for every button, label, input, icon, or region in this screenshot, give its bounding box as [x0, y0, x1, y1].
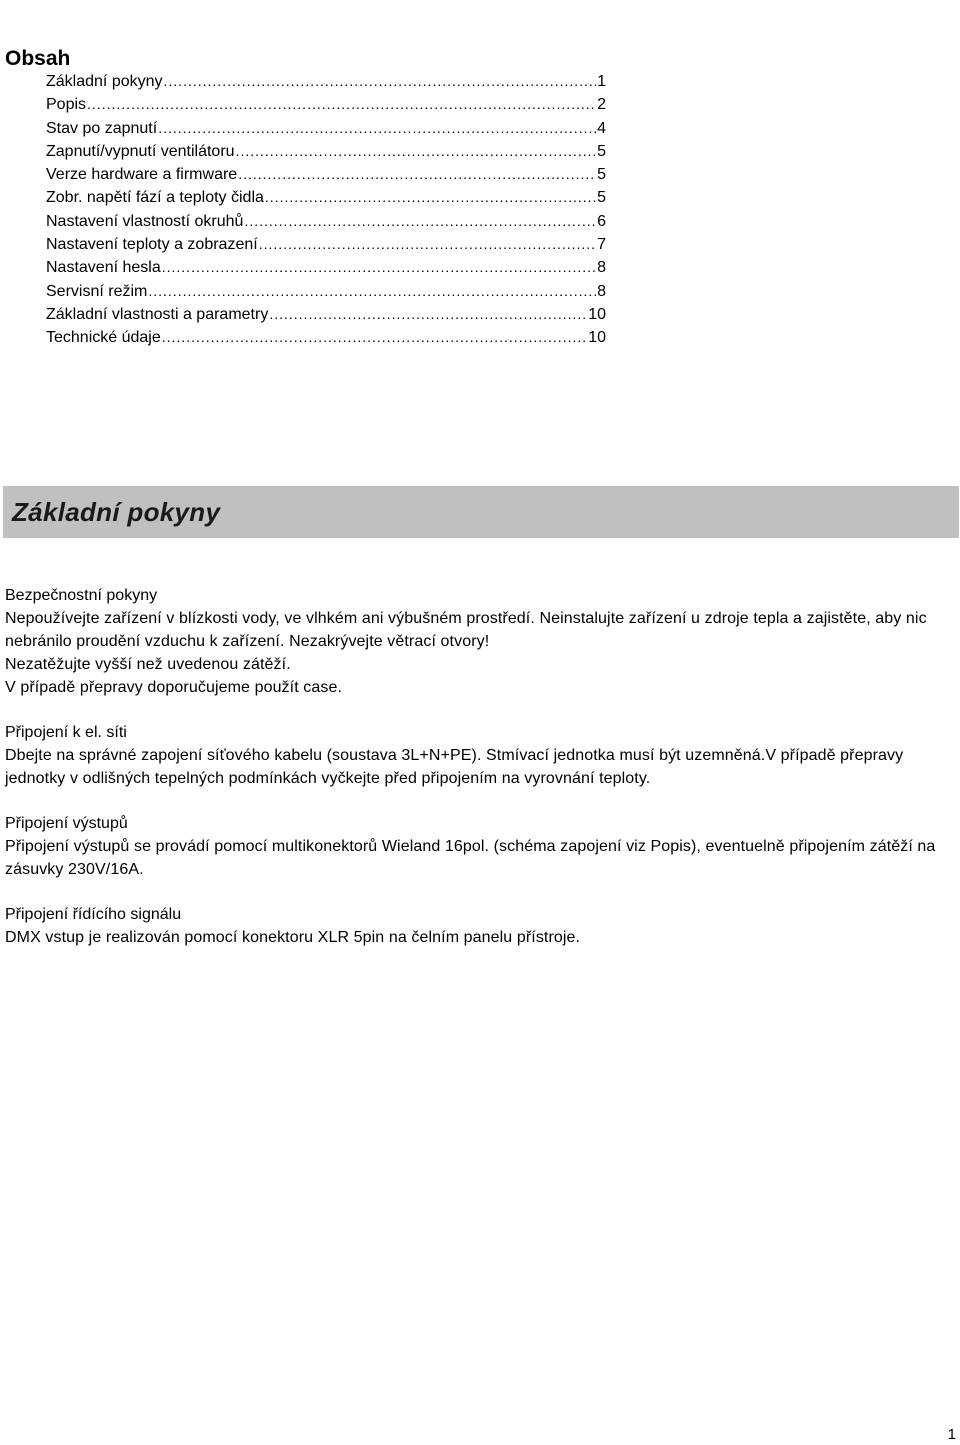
toc-dot-leader	[236, 140, 597, 163]
toc-title: Obsah	[5, 47, 71, 70]
toc-entry-label: Technické údaje	[46, 329, 161, 347]
block-paragraph: Nepoužívejte zařízení v blízkosti vody, ve vlhkém ani výbušném prostředí. Neinstalujte zařízení u zdroje tepla a zajistěte, aby nic nebránilo proudění vzduchu k zařízení. Nezakrývejte větrací otvory!	[5, 610, 927, 650]
block-paragraph: Připojení výstupů se provádí pomocí multikonektorů Wieland 16pol. (schéma zapojení viz Popis), eventuelně připojením zátěží na zásuvky 230V/16A.	[5, 838, 936, 878]
block-heading: Bezpečnostní pokyny	[5, 587, 158, 604]
toc-entry-label: Stav po zapnutí	[46, 119, 158, 137]
toc-entry-label: Základní pokyny	[46, 73, 163, 90]
section-header-bar	[3, 486, 959, 538]
toc-entry[interactable]	[46, 233, 606, 256]
toc-dot-leader	[265, 186, 596, 209]
toc-entry-page: 10	[588, 305, 606, 323]
toc-entry-page: 7	[597, 236, 606, 254]
block-paragraph: V případě přepravy doporučujeme použít case.	[5, 679, 343, 696]
toc-entry-label: Nastavení vlastností okruhů	[46, 212, 244, 230]
toc-dot-leader	[158, 117, 596, 140]
toc-entry[interactable]	[46, 70, 606, 93]
toc-entry[interactable]	[46, 186, 606, 209]
instruction-block	[5, 812, 955, 881]
toc-list	[46, 70, 606, 350]
toc-dot-leader	[269, 303, 587, 326]
toc-entry-label: Popis	[46, 96, 87, 114]
toc-dot-leader	[164, 70, 597, 93]
toc-entry-page: 5	[597, 166, 606, 184]
block-paragraph: Dbejte na správné zapojení síťového kabelu (soustava 3L+N+PE). Stmívací jednotka musí být uzemněná.V případě přepravy jednotky v odlišných tepelných podmínkách vyčkejte před připojením na vyrovnání teploty.	[5, 747, 904, 787]
section-title: Základní pokyny	[12, 497, 221, 527]
toc-entry[interactable]	[46, 280, 606, 303]
toc-entry-label: Nastavení teploty a zobrazení	[46, 236, 258, 254]
block-paragraph: Nezatěžujte vyšší než uvedenou zátěží.	[5, 656, 291, 673]
instruction-block	[5, 584, 955, 699]
toc-entry-label: Servisní režim	[46, 282, 148, 300]
toc-entry-page: 10	[588, 329, 606, 347]
toc-entry[interactable]	[46, 117, 606, 140]
toc-dot-leader	[162, 326, 587, 349]
toc-entry[interactable]	[46, 326, 606, 349]
toc-entry[interactable]	[46, 303, 606, 326]
block-heading: Připojení výstupů	[5, 815, 128, 832]
toc-entry-page: 1	[597, 73, 606, 90]
instruction-block	[5, 903, 955, 949]
toc-entry-label: Základní vlastnosti a parametry	[46, 305, 269, 323]
section-content	[5, 584, 955, 949]
toc-entry-page: 5	[597, 189, 606, 207]
toc-dot-leader	[259, 233, 596, 256]
toc-entry-page: 5	[597, 142, 606, 160]
toc-entry-label: Nastavení hesla	[46, 259, 161, 277]
toc-entry[interactable]	[46, 93, 606, 116]
toc-entry[interactable]	[46, 140, 606, 163]
toc-entry-page: 4	[597, 119, 606, 137]
toc-entry[interactable]	[46, 163, 606, 186]
block-paragraph: DMX vstup je realizován pomocí konektoru XLR 5pin na čelním panelu přístroje.	[5, 929, 581, 946]
page-number: 1	[947, 1426, 956, 1443]
toc-entry[interactable]	[46, 256, 606, 279]
toc-entry-page: 6	[597, 212, 606, 230]
instruction-block	[5, 721, 955, 790]
toc-entry-label: Zobr. napětí fází a teploty čidla	[46, 189, 264, 207]
toc-entry-page: 8	[597, 282, 606, 300]
toc-dot-leader	[238, 163, 596, 186]
toc-entry-label: Zapnutí/vypnutí ventilátoru	[46, 142, 235, 160]
toc-dot-leader	[244, 210, 596, 233]
toc-dot-leader	[148, 280, 596, 303]
toc-entry-page: 8	[597, 259, 606, 277]
toc-dot-leader	[162, 256, 596, 279]
toc-entry-page: 2	[597, 96, 606, 114]
toc-entry-label: Verze hardware a firmware	[46, 166, 238, 184]
toc-dot-leader	[87, 93, 596, 116]
block-heading: Připojení k el. síti	[5, 724, 127, 741]
toc-entry[interactable]	[46, 210, 606, 233]
block-heading: Připojení řídícího signálu	[5, 906, 182, 923]
